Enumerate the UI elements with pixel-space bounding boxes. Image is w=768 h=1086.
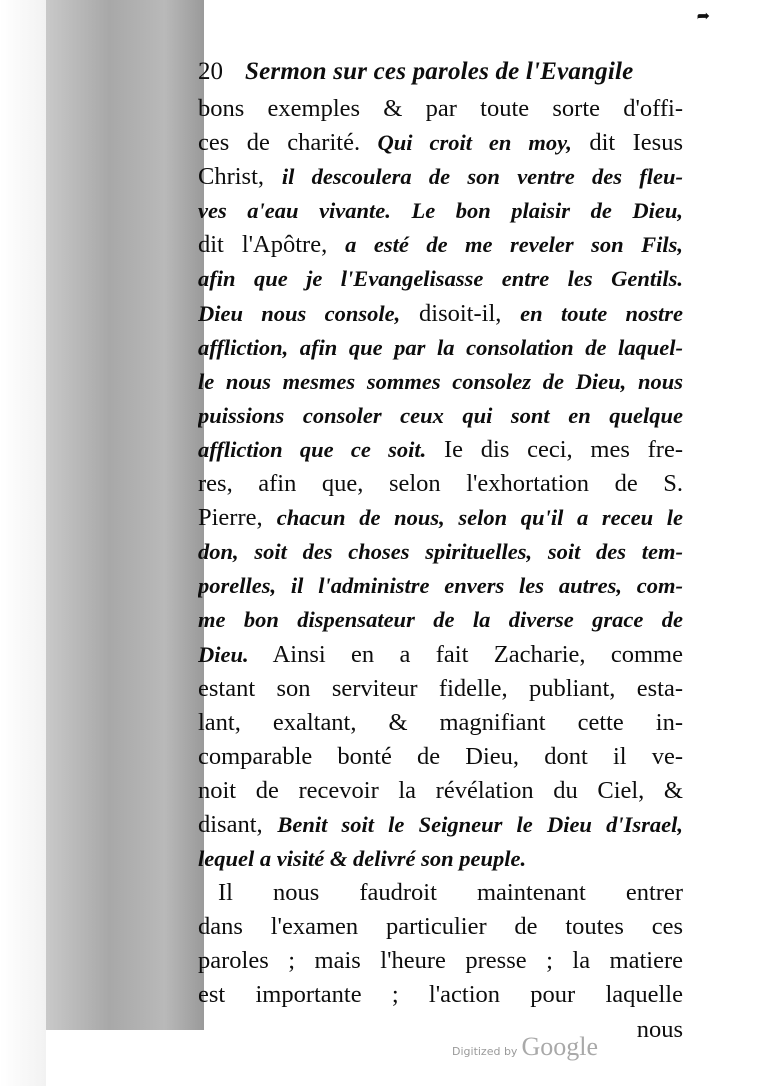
running-header (198, 58, 683, 92)
italic-segment: Qui croit en moy, (377, 130, 572, 156)
italic-segment: affliction, afin que par la consolation de laquel- (198, 334, 683, 360)
body-text (198, 92, 683, 1013)
google-watermark (452, 1032, 598, 1062)
page-text (198, 58, 683, 1047)
text-line (198, 399, 683, 433)
text-line (198, 365, 683, 399)
italic-segment: Dieu. (198, 641, 249, 667)
roman-segment: Ainsi en a fait Zacharie, comme (248, 640, 683, 668)
text-line (198, 228, 683, 262)
text-line (198, 706, 683, 740)
text-line (198, 842, 683, 876)
text-line (198, 978, 683, 1012)
catchword: nous (636, 1015, 683, 1043)
roman-segment: estant son serviteur fidelle, publiant, esta- (198, 674, 683, 702)
roman-segment: Pierre, (198, 504, 277, 532)
italic-segment: porelles, il l'administre envers les autres, com- (198, 573, 683, 599)
roman-segment: dans l'examen particulier de toutes ces (198, 913, 683, 941)
italic-segment: afin que je l'Evangelisasse entre les Gentils. (198, 266, 683, 292)
italic-segment: le nous mesmes sommes consolez de Dieu, nous (198, 368, 683, 394)
binding-gutter-shadow (46, 0, 204, 1030)
text-line (198, 672, 683, 706)
roman-segment: disoit-il, (400, 299, 521, 327)
italic-segment: affliction que ce soit. (198, 436, 427, 462)
roman-segment: paroles ; mais l'heure presse ; la matiere (198, 947, 683, 975)
text-line (198, 944, 683, 978)
text-line (198, 126, 683, 160)
roman-segment: ces de charité. (198, 129, 378, 157)
roman-segment: bons exemples & par toute sorte d'offi- (198, 95, 683, 122)
text-line (198, 92, 683, 126)
roman-segment: Il nous faudroit maintenant entrer (218, 879, 683, 907)
roman-segment: res, afin que, selon l'exhortation de S. (198, 470, 683, 498)
roman-segment: noit de recevoir la révélation du Ciel, & (198, 776, 683, 804)
text-line (198, 910, 683, 944)
italic-segment: il descoulera de son ventre des fleu- (281, 164, 683, 190)
text-line (198, 501, 683, 535)
watermark-brand: Google (521, 1032, 598, 1061)
text-line (198, 160, 683, 194)
text-line (198, 535, 683, 569)
running-title: Sermon sur ces paroles de l'Evangile (245, 58, 634, 85)
text-line (198, 808, 683, 842)
italic-segment: a esté de me reveler son Fils, (345, 232, 683, 258)
text-line (198, 433, 683, 467)
roman-segment: dit l'Apôtre, (198, 231, 346, 259)
roman-segment: dit Iesus (571, 129, 683, 157)
italic-segment: don, soit des choses spirituelles, soit des tem- (198, 539, 683, 565)
text-line (198, 331, 683, 365)
page-margin (0, 0, 46, 1086)
roman-segment: disant, (198, 810, 278, 838)
italic-segment: me bon dispensateur de la diverse grace de (198, 607, 683, 633)
text-line (198, 638, 683, 672)
text-line (198, 467, 683, 501)
corner-mark-icon: ➦ (696, 6, 710, 25)
roman-segment: Ie dis ceci, mes fre- (426, 435, 683, 463)
roman-segment: lant, exaltant, & magnifiant cette in- (198, 708, 683, 736)
roman-segment: Christ, (198, 163, 282, 191)
text-line (198, 569, 683, 603)
italic-segment: lequel a visité & delivré son peuple. (198, 846, 527, 872)
roman-segment: est importante ; l'action pour laquelle (198, 981, 683, 1009)
text-line (198, 194, 683, 228)
italic-segment: chacun de nous, selon qu'il a receu le (276, 505, 683, 531)
page-number: 20 (198, 58, 223, 85)
italic-segment: ves a'eau vivante. Le bon plaisir de Dieu, (198, 198, 683, 224)
text-line (198, 262, 683, 296)
italic-segment: puissions consoler ceux qui sont en quelque (198, 402, 683, 428)
roman-segment: comparable bonté de Dieu, dont il ve- (198, 742, 683, 770)
italic-segment: en toute nostre (520, 300, 683, 326)
watermark-prefix: Digitized by (452, 1045, 518, 1058)
text-line (198, 740, 683, 774)
italic-segment: Dieu nous console, (198, 300, 401, 326)
text-line (198, 603, 683, 637)
text-line (198, 876, 683, 910)
text-line (198, 774, 683, 808)
text-line (198, 297, 683, 331)
italic-segment: Benit soit le Seigneur le Dieu d'Israel, (277, 811, 683, 837)
